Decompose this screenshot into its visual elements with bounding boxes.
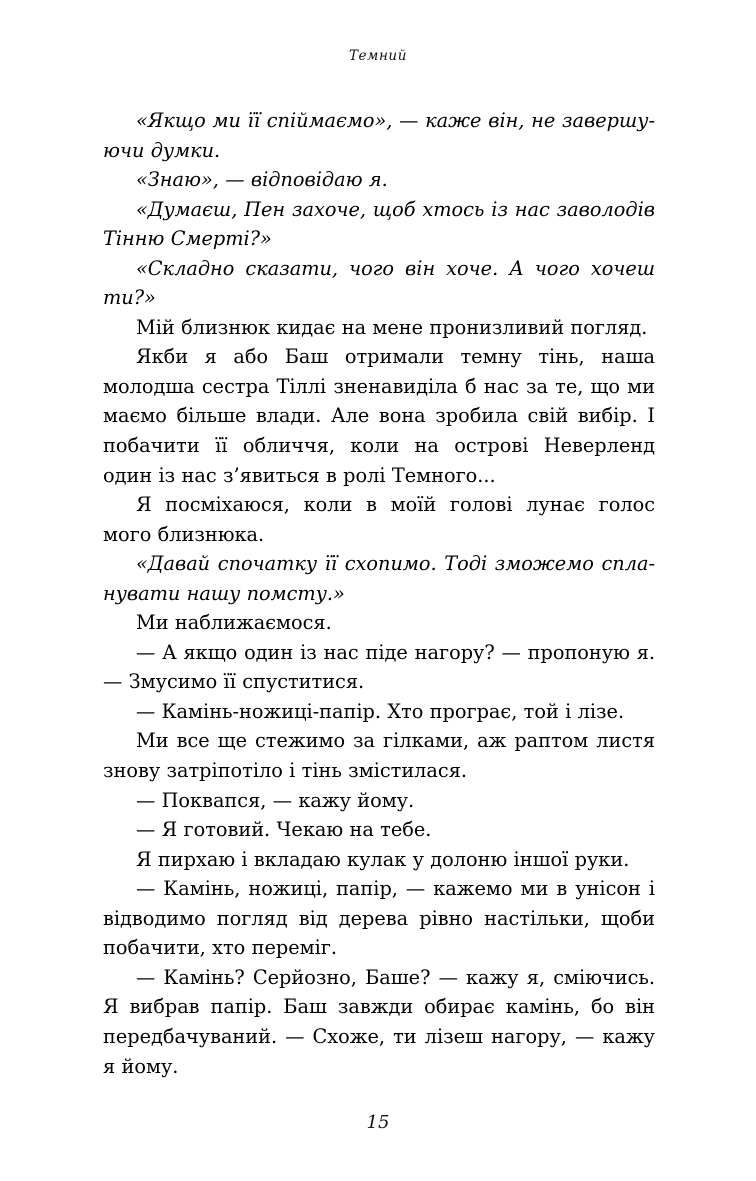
paragraph: Якби я або Баш отримали темну тінь, наша молодша сестра Тіллі зненавиділа б нас за те, що ми маємо більше влади. Але вона зробила свій вибір. І побачити її обличчя, коли на острові Неверленд один із нас з’явиться в ролі Темного... [103,345,655,487]
paragraph: «Давай спочатку її схопимо. Тоді зможемо спланувати нашу помсту.» [103,552,655,605]
paragraph: Я пирхаю і вкладаю кулак у долоню іншої руки. [136,847,630,871]
paragraph: «Складно сказати, чого він хоче. А чого хочеш ти?» [103,256,655,310]
paragraph: Ми все ще стежимо за гілками, аж раптом листя знову затріпотіло і тінь змістилася. [103,729,655,783]
page-number: 15 [366,1112,390,1133]
body-text-block [103,106,655,1081]
paragraph: Мій близнюк кидає на мене пронизливий погляд. [136,315,648,339]
paragraph: «Якщо ми її спіймаємо», — каже він, не завершуючи думки. [103,109,655,162]
paragraph: — Камінь-ножиці-папір. Хто програє, той і лізе. [136,699,625,723]
paragraph: Я посміхаюся, коли в моїй голові лунає голос мого близнюка. [103,493,655,546]
paragraph: «Думаєш, Пен захоче, щоб хтось із нас заволодів Тінню Смерті?» [103,197,655,251]
paragraph: — Я готовий. Чекаю на тебе. [136,818,432,842]
paragraph: — Камінь? Серйозно, Баше? — кажу я, сміючись. Я вибрав папір. Баш завжди обирає камінь, бо він передбачуваний. — Схоже, ти лізеш нагору, — кажу я йому. [103,965,655,1078]
running-head: Темний [348,48,408,64]
paragraph: — Поквапся, — кажу йому. [136,788,415,812]
paragraph: — Камінь, ножиці, папір, — кажемо ми в унісон і відводимо погляд від дерева рівно настільки, щоби побачити, хто переміг. [103,877,655,960]
paragraph: — А якщо один із нас піде нагору? — пропоную я. — Змусимо її спуститися. [103,640,655,694]
paragraph: «Знаю», — відповідаю я. [136,168,388,192]
paragraph: Ми наближаємося. [136,611,332,635]
